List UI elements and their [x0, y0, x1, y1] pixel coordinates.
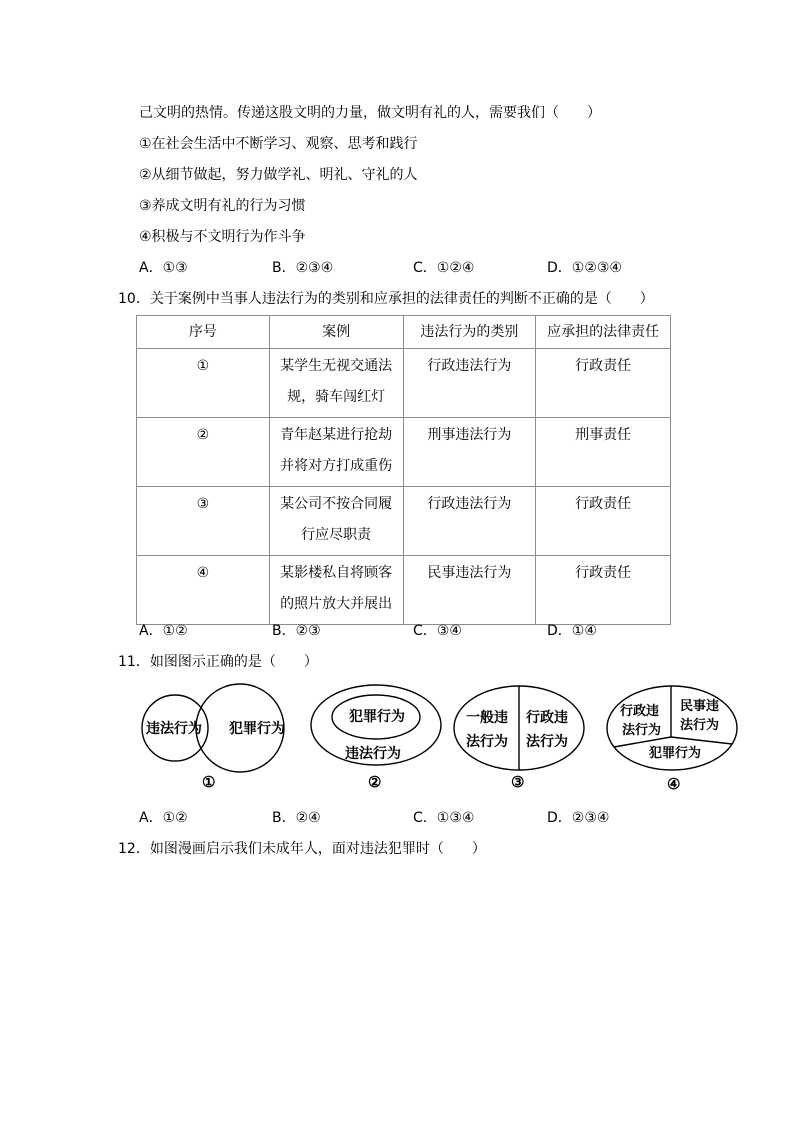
header-liability: 应承担的法律责任 — [536, 316, 671, 349]
q11-stem: 11．如图图示正确的是（ ） — [118, 654, 318, 670]
diagram-3-right-top: 行政违 — [526, 710, 568, 726]
diagram-1-right-text: 犯罪行为 — [229, 721, 285, 737]
diagram-1 — [142, 684, 285, 791]
q12-stem: 12．如图漫画启示我们未成年人，面对违法犯罪时（ ） — [118, 841, 486, 857]
q10-option-a: A．①② — [139, 623, 188, 639]
diagram-4-label: ④ — [667, 775, 681, 793]
diagram-4 — [607, 686, 737, 793]
diagram-2 — [311, 685, 441, 791]
diagram-2-inner-text: 犯罪行为 — [349, 709, 405, 725]
diagram-4-a-top: 行政违 — [620, 704, 660, 719]
row-type: 刑事违法行为 — [403, 418, 536, 487]
table-row — [137, 349, 671, 418]
q9-option-b: B．②③④ — [272, 260, 334, 276]
q9-stem: 己文明的热情。传递这股文明的力量，做文明有礼的人，需要我们（ ） — [139, 105, 601, 121]
row-type: 行政违法行为 — [403, 349, 536, 418]
q11-option-d: D．②③④ — [547, 810, 610, 826]
q9-item-2: ②从细节做起，努力做学礼、明礼、守礼的人 — [139, 167, 418, 183]
q10-option-d: D．①④ — [547, 623, 597, 639]
q10-stem: 10．关于案例中当事人违法行为的类别和应承担的法律责任的判断不正确的是（ ） — [118, 291, 654, 307]
q9-item-4: ④积极与不文明行为作斗争 — [139, 229, 306, 245]
diagram-4-b-bottom: 法行为 — [680, 718, 720, 733]
diagram-2-label: ② — [368, 773, 382, 791]
diagram-3 — [454, 686, 584, 791]
q10-case-table — [136, 315, 671, 625]
q9-item-1: ①在社会生活中不断学习、观察、思考和践行 — [139, 136, 418, 152]
q10-options — [139, 621, 679, 641]
q9-options — [139, 258, 679, 278]
row-type: 民事违法行为 — [403, 556, 536, 625]
row-liability: 刑事责任 — [536, 418, 671, 487]
diagram-4-a-bottom: 法行为 — [622, 723, 662, 738]
diagram-1-left-text: 违法行为 — [146, 721, 202, 737]
diagram-1-label: ① — [202, 773, 216, 791]
diagram-4-c: 犯罪行为 — [649, 746, 702, 761]
row-no: ② — [137, 418, 270, 487]
table-row — [137, 487, 671, 556]
row-no: ① — [137, 349, 270, 418]
header-no: 序号 — [137, 316, 270, 349]
q9-option-a: A．①③ — [139, 260, 188, 276]
diagram-4-divider-right — [671, 737, 732, 744]
q11-option-b: B．②④ — [272, 810, 321, 826]
row-case: 某公司不按合同履行应尽职责 — [269, 487, 403, 556]
row-liability: 行政责任 — [536, 349, 671, 418]
diagram-3-left-top: 一般违 — [466, 710, 508, 726]
table-row — [137, 418, 671, 487]
header-type: 违法行为的类别 — [403, 316, 536, 349]
q10-option-b: B．②③ — [272, 623, 321, 639]
row-no: ③ — [137, 487, 270, 556]
table-header-row — [137, 316, 671, 349]
table-row — [137, 556, 671, 625]
diagram-3-right-bottom: 法行为 — [526, 734, 568, 750]
q9-option-c: C．①②④ — [413, 260, 475, 276]
row-type: 行政违法行为 — [403, 487, 536, 556]
row-case: 某影楼私自将顾客的照片放大并展出 — [269, 556, 403, 625]
diagram-2-outer-text: 违法行为 — [345, 746, 401, 762]
q9-option-d: D．①②③④ — [547, 260, 622, 276]
row-liability: 行政责任 — [536, 556, 671, 625]
q11-option-c: C．①③④ — [413, 810, 475, 826]
diagram-3-left-bottom: 法行为 — [466, 734, 508, 750]
header-case: 案例 — [269, 316, 403, 349]
row-liability: 行政责任 — [536, 487, 671, 556]
q11-option-a: A．①② — [139, 810, 188, 826]
diagram-3-label: ③ — [511, 773, 525, 791]
q10-option-c: C．③④ — [413, 623, 462, 639]
q11-options — [139, 808, 679, 828]
row-case: 青年赵某进行抢劫并将对方打成重伤 — [269, 418, 403, 487]
row-no: ④ — [137, 556, 270, 625]
row-case: 某学生无视交通法规，骑车闯红灯 — [269, 349, 403, 418]
q9-item-3: ③养成文明有礼的行为习惯 — [139, 198, 306, 214]
diagram-4-b-top: 民事违 — [680, 699, 720, 714]
q11-diagrams — [130, 680, 742, 800]
